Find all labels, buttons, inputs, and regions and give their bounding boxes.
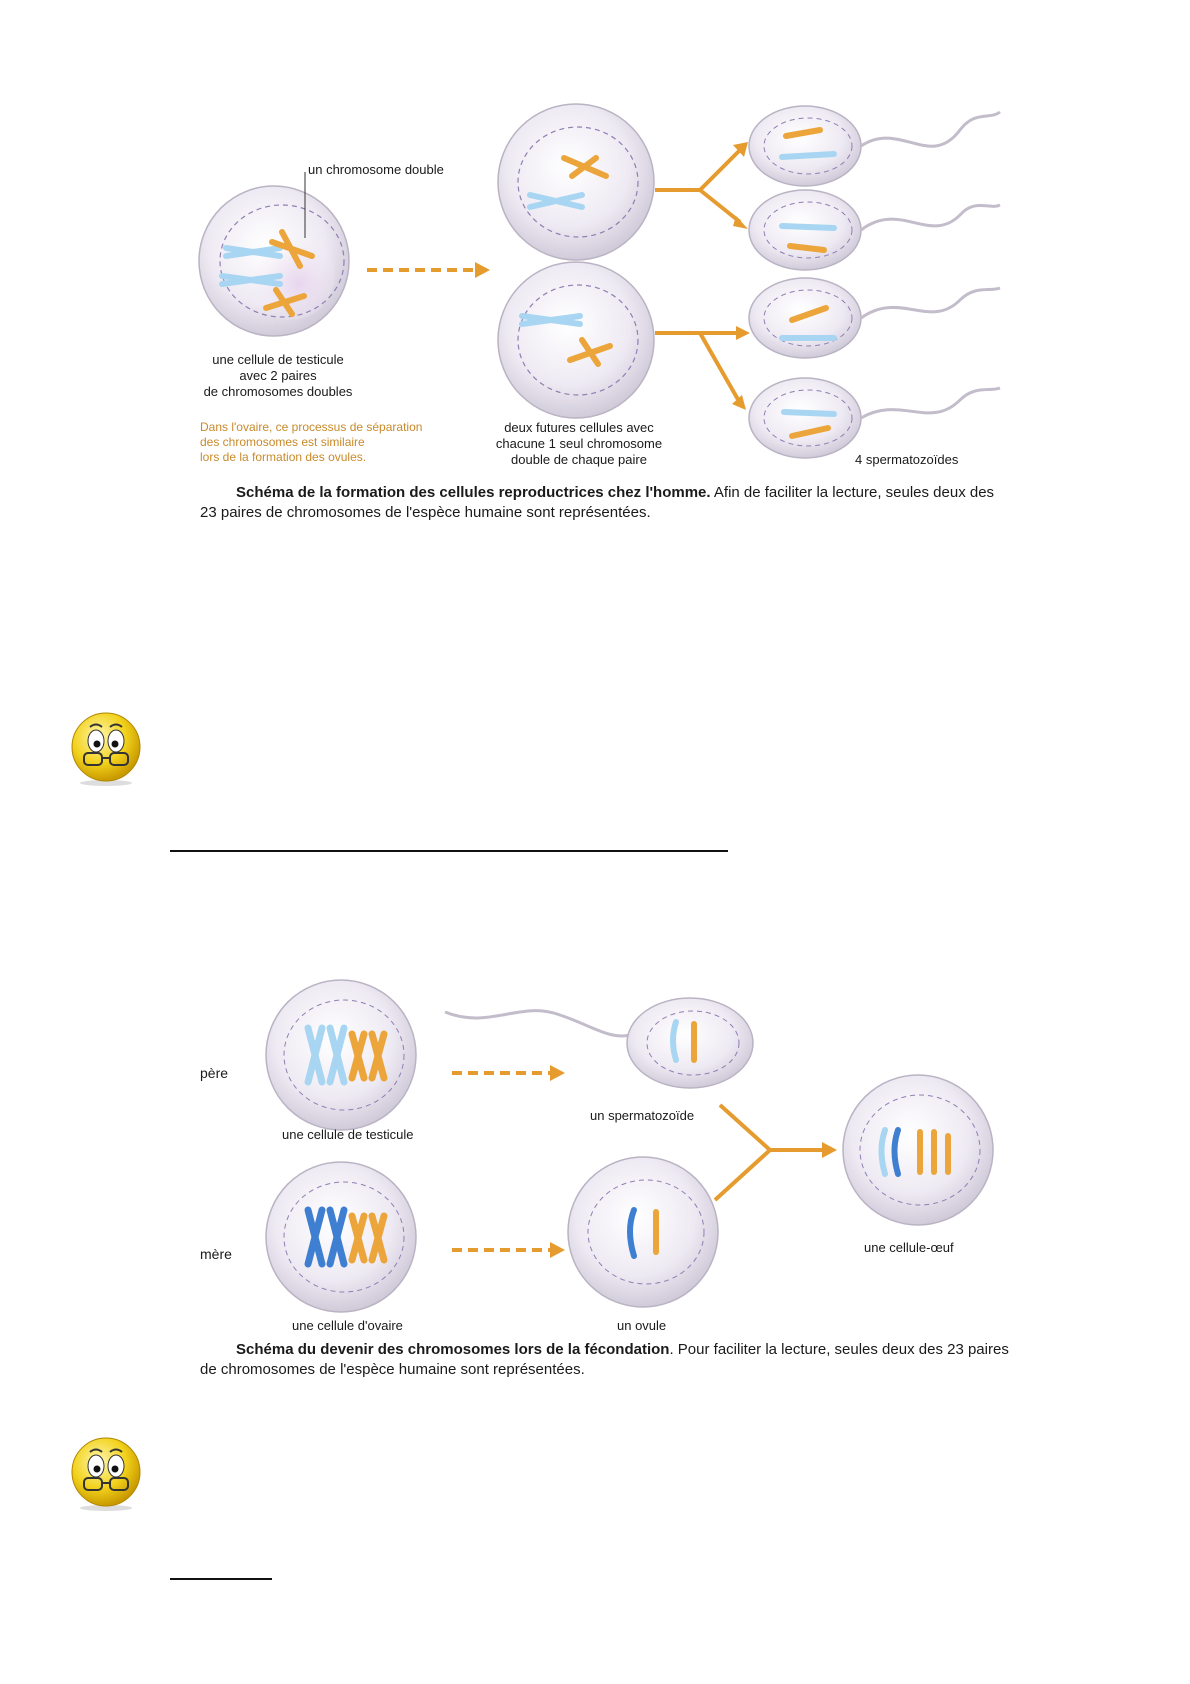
mother-ovary-cell xyxy=(266,1162,416,1312)
note-line: Dans l'ovaire, ce processus de séparation xyxy=(200,420,423,434)
label-two-cells xyxy=(484,420,674,468)
label-zygote: une cellule-œuf xyxy=(864,1240,954,1255)
dashed-arrow-father xyxy=(452,1065,565,1081)
label-father: père xyxy=(200,1065,229,1081)
caption-text: Afin de faciliter la lecture, seules deux des xyxy=(710,484,995,501)
caption-title: Schéma du devenir des chromosomes lors de la fécondation xyxy=(236,1341,670,1358)
convergence-arrows xyxy=(715,1105,825,1200)
ovule xyxy=(568,1157,718,1307)
label-testicle-cell-2: une cellule de testicule xyxy=(282,1127,414,1142)
caption-figure2 xyxy=(200,1340,1020,1380)
label-chromosome-double: un chromosome double xyxy=(308,162,444,177)
label-ovary-cell: une cellule d'ovaire xyxy=(292,1318,403,1333)
label-spermatozoa: 4 spermatozoïdes xyxy=(855,452,959,467)
label-line: avec 2 paires xyxy=(239,368,317,383)
smiley-glasses-icon xyxy=(66,707,146,787)
caption-title: Schéma de la formation des cellules reproductrices chez l'homme. xyxy=(236,484,711,501)
label-line: chacune 1 seul chromosome xyxy=(495,436,663,451)
spermatozoa-group xyxy=(749,106,1000,458)
answer-line-2 xyxy=(170,1578,272,1580)
label-spermatozoon: un spermatozoïde xyxy=(590,1108,695,1123)
label-line: une cellule de testicule xyxy=(212,352,344,367)
smiley-glasses-icon xyxy=(66,1432,146,1512)
father-testicle-cell xyxy=(266,980,416,1130)
testicle-cell-diploid xyxy=(199,172,349,336)
label-ovule: un ovule xyxy=(617,1318,667,1333)
zygote-cell xyxy=(843,1075,993,1225)
label-line: deux futures cellules avec xyxy=(504,420,654,435)
caption-figure1 xyxy=(200,483,1010,523)
label-mother: mère xyxy=(200,1246,232,1262)
caption-text: 23 paires de chromosomes de l'espèce humaine sont représentées. xyxy=(200,504,651,521)
note-ovary xyxy=(200,420,422,465)
note-line: des chromosomes est similaire xyxy=(200,435,365,449)
figure-fertilization-diagram xyxy=(0,960,1190,1340)
dashed-arrow-mother xyxy=(452,1242,565,1258)
dividing-cells xyxy=(498,104,654,418)
answer-line-1 xyxy=(170,850,728,852)
caption-text: de chromosomes de l'espèce humaine sont représentées. xyxy=(200,1361,585,1378)
branch-arrows xyxy=(655,150,740,403)
note-line: lors de la formation des ovules. xyxy=(200,450,367,464)
label-testicle-cell xyxy=(188,352,368,400)
caption-text: . Pour faciliter la lecture, seules deux des 23 paires xyxy=(669,1341,1009,1358)
dashed-arrow-1 xyxy=(367,262,490,278)
label-line: de chromosomes doubles xyxy=(203,384,353,399)
figure-meiosis-diagram xyxy=(0,0,1190,560)
label-line: double de chaque paire xyxy=(511,452,647,467)
